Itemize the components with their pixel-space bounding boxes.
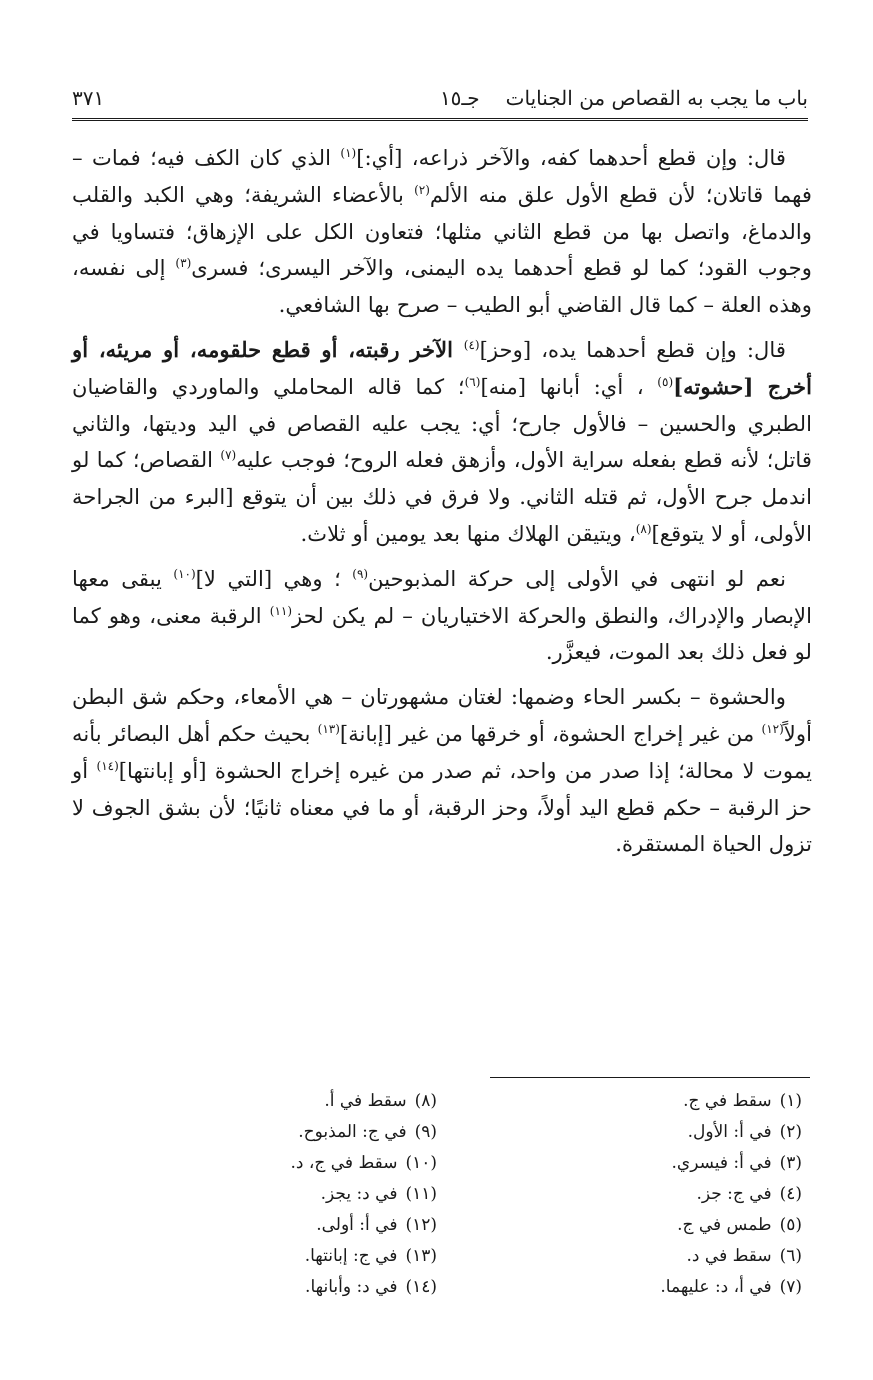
- text-segment: ؛ كما قاله المحاملي والماوردي والقاضيان الطبري والحسين – فالأول جارح؛ أي: يجب عليه القصاص في اليد وديتها، والثاني قاتل؛ لأنه قطع بفعله سراية الأول، وأزهق فعله الروح؛ فوجب عليه: [72, 373, 812, 473]
- text-segment: ، أي: أبانها [منه]: [480, 373, 658, 399]
- text-segment: بالأعضاء الشريفة؛ وهي الكبد والقلب والدماغ، واتصل بها من قطع الثاني مثلها؛ فتعاون الكل على الإزهاق؛ فتساويا في وجوب القود؛ كما لو قطع أحدهما يده اليمنى، والآخر اليسرى؛ فسرى: [72, 181, 813, 281]
- footnote-text: في أ: فيسري.: [671, 1153, 772, 1173]
- text-segment-bold: الآخر رقبته، أو قطع حلقومه، أو مريئه، أو أخرج [حشوته]: [72, 336, 812, 399]
- footnote-number: (١٠): [405, 1153, 437, 1173]
- footnote-ref: (٨): [635, 521, 652, 536]
- footnote-ref: (١٤): [96, 758, 119, 773]
- footnote-number: (٥): [779, 1215, 802, 1235]
- footnote-separator: [490, 1077, 810, 1078]
- footnote-ref: (١٢): [761, 721, 784, 736]
- text-segment: إلى نفسه، وهذه العلة – كما قال القاضي أبو الطيب – صرح بها الشافعي.: [72, 255, 812, 318]
- footnotes: [72, 1086, 808, 1303]
- paragraph: [72, 679, 812, 863]
- footnote-number: (٤): [779, 1184, 802, 1204]
- footnote-text: طمس في ج.: [677, 1215, 772, 1235]
- footnote-number: (١): [779, 1091, 802, 1111]
- text-segment: ، ويتيقن الهلاك منها بعد يومين أو ثلاث.: [300, 520, 636, 546]
- footnote-ref: (١٣): [317, 721, 340, 736]
- footnote-ref: (٩): [352, 566, 369, 581]
- footnote: [437, 1210, 802, 1241]
- footnotes-column-left: [72, 1086, 437, 1303]
- text-segment: يبقى معها الإبصار والإدراك، والنطق والحركة الاختياريان – لم يكن لحز: [72, 565, 812, 628]
- footnote-text: سقط في أ.: [324, 1091, 407, 1111]
- text-segment: أو حز الرقبة – حكم قطع اليد أولاً، وحز الرقبة، أو ما في معناه ثانيًا؛ لأن بشق الجوف لا تزول الحياة المستقرة.: [72, 757, 812, 857]
- footnote: [437, 1086, 802, 1117]
- page-number: ٣٧١: [72, 86, 105, 110]
- footnote-text: في ج: المذبوح.: [298, 1122, 407, 1142]
- footnote-ref: (٥): [657, 374, 674, 389]
- footnote: [72, 1241, 437, 1272]
- footnote-ref: (١): [340, 145, 357, 160]
- footnote: [437, 1241, 802, 1272]
- running-title: [440, 86, 808, 110]
- paragraph: [72, 140, 812, 324]
- footnote: [72, 1179, 437, 1210]
- footnote: [72, 1210, 437, 1241]
- footnote-ref: (٤): [463, 337, 480, 352]
- footnote: [72, 1086, 437, 1117]
- volume-label: جـ١٥: [439, 86, 480, 110]
- text-segment: والحشوة – بكسر الحاء وضمها: لغتان مشهورتان – هي الأمعاء، وحكم شق البطن أولاً: [72, 684, 812, 746]
- footnote-text: في د: يجز.: [320, 1184, 398, 1204]
- footnote-number: (١١): [405, 1184, 437, 1204]
- footnote-ref: (٧): [220, 448, 237, 463]
- footnote-text: في أ: أولى.: [316, 1215, 398, 1235]
- footnote-text: سقط في د.: [686, 1246, 772, 1266]
- footnote: [437, 1148, 802, 1179]
- text-segment: قال: وإن قطع أحدهما يده، [وحز]: [479, 336, 786, 362]
- footnote-number: (٩): [414, 1122, 437, 1142]
- footnotes-column-right: [437, 1086, 808, 1303]
- footnote-text: في ج: إبانتها.: [304, 1246, 398, 1266]
- footnote-text: في د: وأبانها.: [305, 1277, 398, 1297]
- footnote-ref: (٦): [464, 374, 481, 389]
- footnote-number: (٦): [779, 1246, 802, 1266]
- text-segment: ؛ وهي [التي لا]: [195, 565, 353, 591]
- footnote-ref: (٢): [414, 182, 430, 197]
- text-segment: من غير إخراج الحشوة، أو خرقها من غير [إبانة]: [339, 720, 762, 746]
- chapter-title: باب ما يجب به القصاص من الجنايات: [505, 86, 808, 110]
- footnote-text: سقط في ج، د.: [290, 1153, 398, 1173]
- text-segment: الذي كان الكف فيه؛ فمات – فهما قاتلان؛ لأن قطع الأول علق منه الألم: [72, 145, 813, 207]
- text-segment: بحيث حكم أهل البصائر بأنه يموت لا محالة؛ إذا صدر من واحد، ثم صدر من غيره إخراج الحشوة [أو إبانتها]: [72, 720, 812, 783]
- header-rule: [72, 118, 808, 121]
- text-segment: نعم لو انتهى في الأولى إلى حركة المذبوحين: [368, 565, 786, 591]
- text-segment: الرقبة معنى، وهو كما لو فعل ذلك بعد الموت، فيعزَّر.: [72, 602, 812, 665]
- text-segment: قال: وإن قطع أحدهما كفه، والآخر ذراعه، [أي:]: [356, 145, 786, 170]
- footnote-number: (٨): [414, 1091, 437, 1111]
- footnote-text: سقط في ج.: [683, 1091, 772, 1111]
- footnote: [437, 1179, 802, 1210]
- text-segment: القصاص؛ كما لو اندمل جرح الأول، ثم قتله الثاني. ولا فرق في ذلك بين أن يتوقع [البرء من الجراحة الأولى، أو لا يتوقع]: [72, 447, 812, 546]
- footnote-number: (١٣): [405, 1246, 437, 1266]
- page-header: [72, 78, 808, 118]
- footnote-ref: (١١): [269, 603, 293, 618]
- footnote: [437, 1272, 802, 1303]
- footnote: [437, 1117, 802, 1148]
- footnote-number: (٧): [779, 1277, 802, 1297]
- footnote-ref: (٣): [175, 256, 192, 271]
- main-text: [72, 140, 812, 863]
- footnote-number: (٢): [779, 1122, 802, 1142]
- footnote-ref: (١٠): [173, 566, 196, 581]
- footnote-text: في ج: جز.: [696, 1184, 772, 1204]
- footnote-number: (١٤): [405, 1277, 437, 1297]
- footnote: [72, 1272, 437, 1303]
- footnote: [72, 1117, 437, 1148]
- footnote-text: في أ: الأول.: [687, 1122, 772, 1142]
- paragraph: [72, 332, 812, 553]
- paragraph: [72, 561, 812, 671]
- footnote-number: (١٢): [405, 1215, 437, 1235]
- footnote: [72, 1148, 437, 1179]
- footnote-number: (٣): [779, 1153, 802, 1173]
- footnote-text: في أ، د: عليهما.: [660, 1277, 772, 1297]
